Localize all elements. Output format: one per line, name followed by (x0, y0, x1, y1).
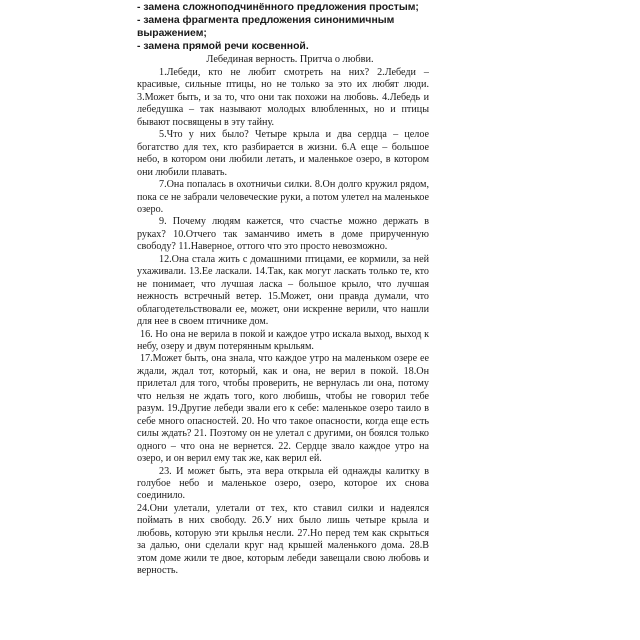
task-list (137, 1, 429, 53)
paragraph-2: 5.Что у них было? Четыре крыла и два сердца – целое богатство для тех, кто разбирается в жизни. 6.А еще – большое небо, в котором они любили летать, и маленькое озеро, в котором они любили плавать. (137, 129, 429, 178)
task-item-2: - замена фрагмента предложения синонимичным выражением; (137, 15, 395, 39)
paragraph-7: 17.Может быть, она знала, что каждое утро на маленьком озере ее ждали, ждал тот, который, как и она, не верил в покой. 18.Он прилетал для того, чтобы проверить, не вернулась ли она, потому что нельзя не ждать того, кого любишь, чтобы не говорил тебе разум. 19.Другие лебеди звали его к себе: маленькое озеро таило в себе много опасностей. 20. Но что такое опасности, когда еще есть силы ждать? 21. Поэтому он не улетал с другими, он боялся только одного – что она не вернется. 22. Сердце звало каждое утро на озеро, и он верил ему так же, как верил ей. (137, 353, 429, 465)
document-body (137, 67, 429, 578)
document-title: Лебединая верность. Притча о любви. (206, 54, 374, 65)
task-item-1: - замена сложноподчинённого предложения простым; (137, 2, 419, 13)
paragraph-6: 16. Но она не верила в покой и каждое утро искала выход, выход к небу, озеру и двум потерянным крыльям. (137, 328, 429, 352)
paragraph-5: 12.Она стала жить с домашними птицами, ее кормили, за ней ухаживали. 13.Ее ласкали. 14.Так, как могут ласкать только те, кто не понимает, что лучшая ласка – большое крыло, что лучшая нежность встречный ветер. 15.Может, они правда думали, что облагодетельствовали ее, может, они искренне верили, что нашли для нее в своем птичнике дом. (137, 253, 429, 328)
paragraph-4: 9. Почему людям кажется, что счастье можно держать в руках? 10.Отчего так заманчиво иметь в доме прирученную свободу? 11.Наверное, оттого что это просто невозможно. (137, 216, 429, 253)
paragraph-1: 1.Лебеди, кто не любит смотреть на них? 2.Лебеди – красивые, сильные птицы, но не только за это их любят люди. 3.Может быть, и за то, что они так похожи на любовь. 4.Лебедь и лебедушка – так называют молодых влюбленных, но и птицы бывают посвящены в эту тайну. (137, 67, 429, 128)
paragraph-9: 24.Они улетали, улетали от тех, кто ставил силки и надеялся поймать в них свободу. 26.У них было лишь четыре крыла и любовь, которую эти крылья несли. 27.Но перед тем как скрыться за далью, они сделали круг над крышей маленького дома. 28.В этом доме жили те двое, которым лебеди завещали свою любовь и верность. (137, 502, 429, 577)
document-page (137, 0, 429, 578)
paragraph-8: 23. И может быть, эта вера открыла ей однажды калитку в голубое небо и маленькое озеро, озеро, которое их снова соединило. (137, 465, 429, 502)
task-item-3: - замена прямой речи косвенной. (137, 41, 309, 52)
paragraph-3: 7.Она попалась в охотничьи силки. 8.Он долго кружил рядом, пока се не забрали человеческие руки, а потом улетел на маленькое озеро. (137, 179, 429, 215)
